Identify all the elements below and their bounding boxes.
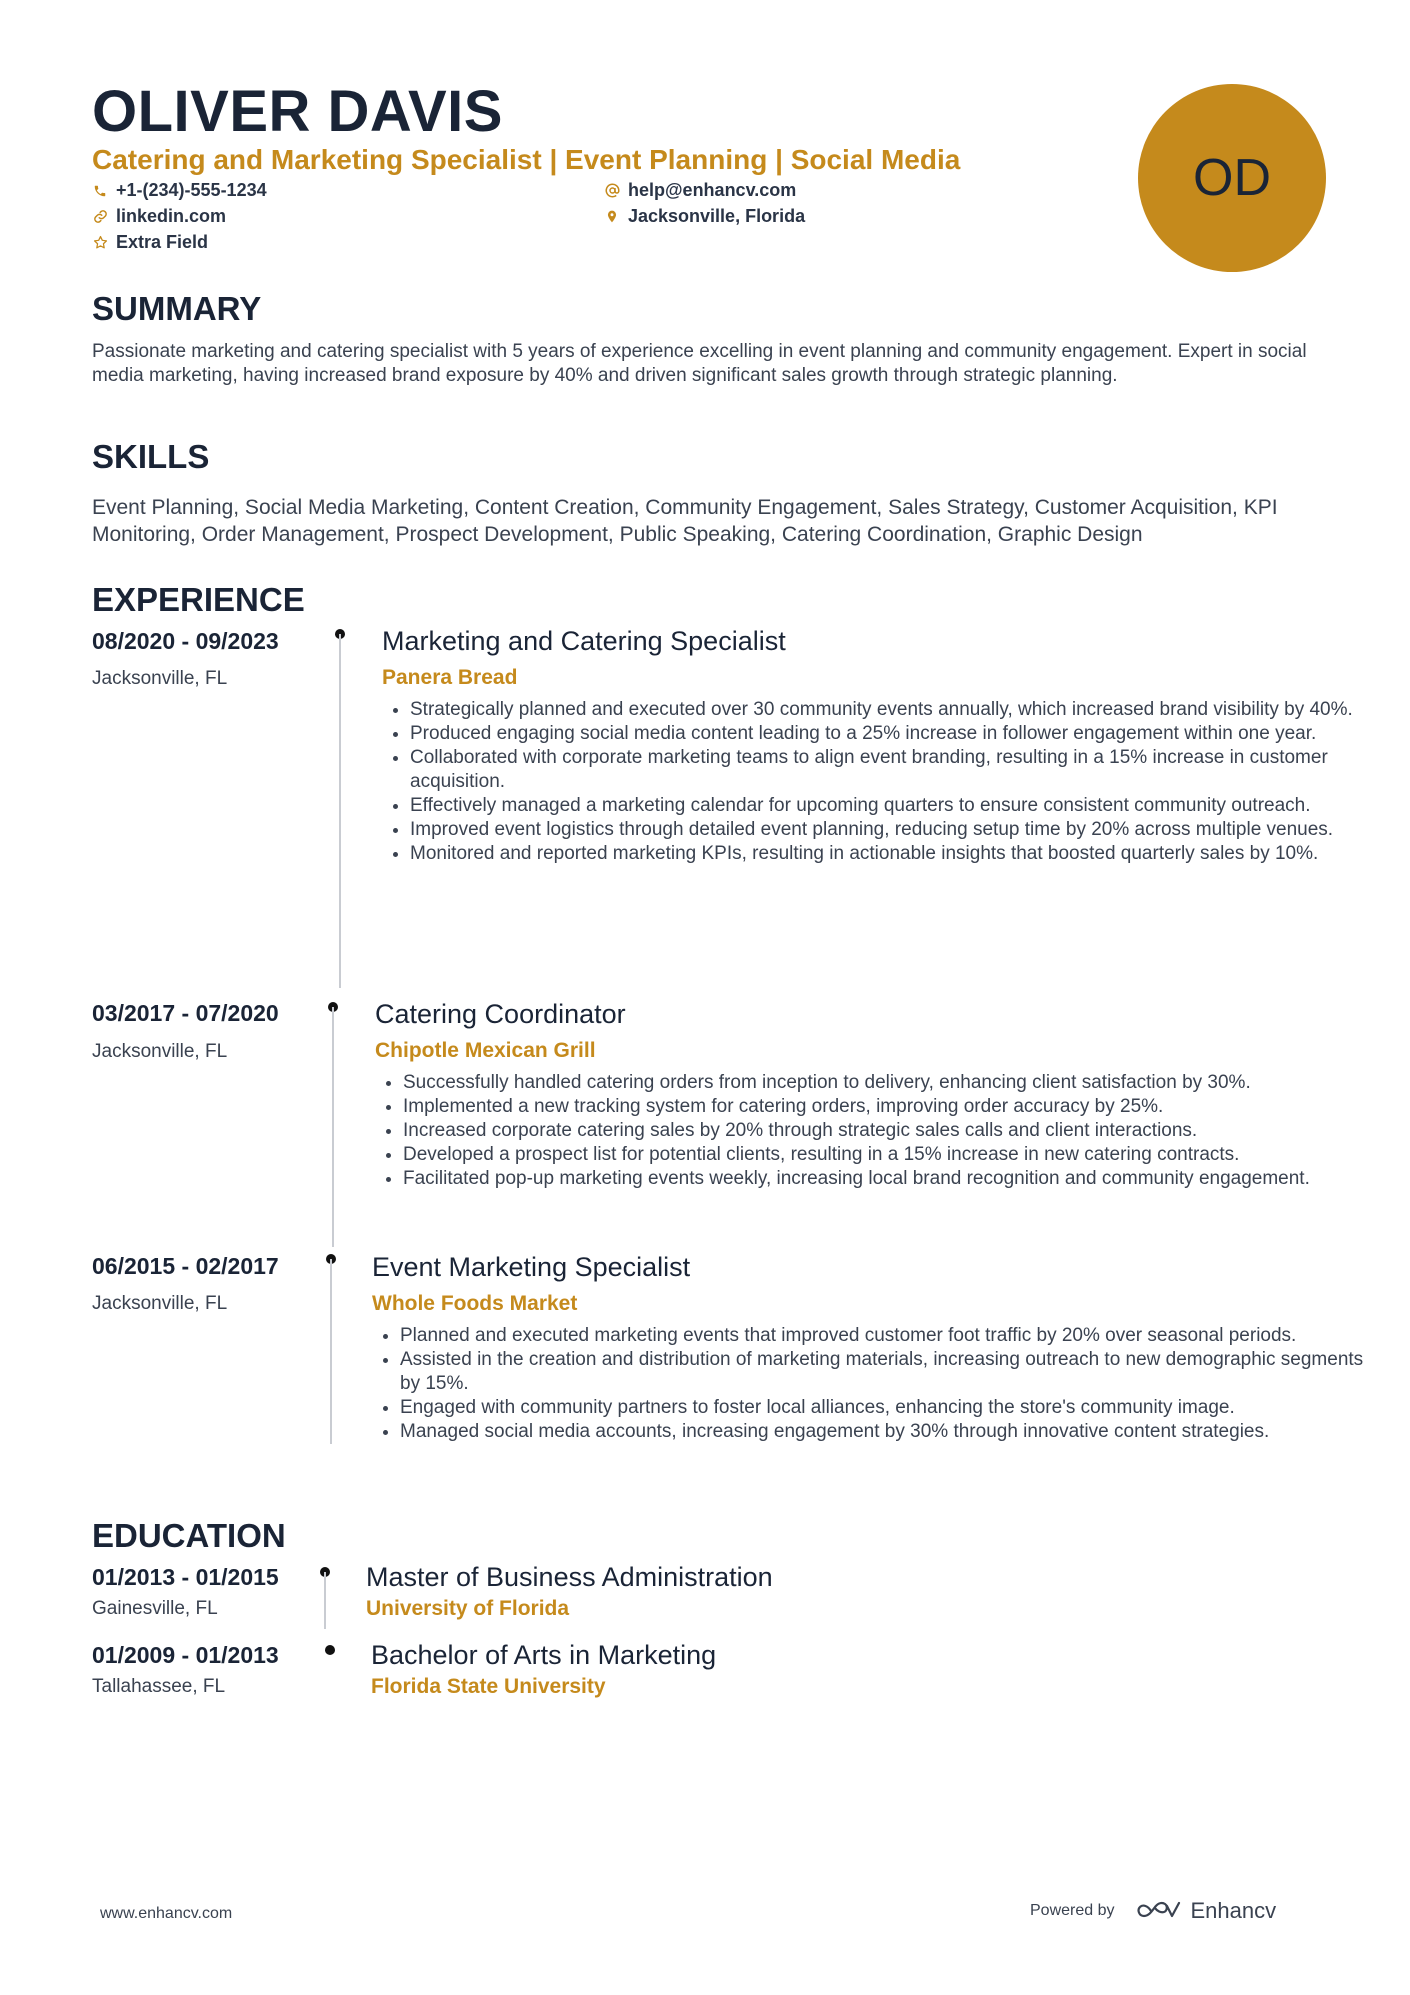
footer-branding: [1030, 1898, 1276, 1924]
candidate-name: OLIVER DAVIS: [92, 79, 503, 144]
education-location: Tallahassee, FL: [92, 1676, 226, 1697]
at-icon: [604, 183, 620, 199]
bullet-item: • Improved event logistics through detailed event planning, reducing setup time by 20% across multiple venues.: [410, 818, 1370, 842]
powered-by-label: Powered by: [1030, 1902, 1115, 1919]
email-address[interactable]: help@enhancv.com: [628, 180, 797, 200]
education-degree: Bachelor of Arts in Marketing: [371, 1640, 717, 1670]
experience-role: Event Marketing Specialist: [372, 1252, 691, 1282]
bullet-item: • Collaborated with corporate marketing teams to align event branding, resulting in a 15% increase in customer acquisition.: [410, 746, 1370, 794]
timeline-line: [332, 1007, 334, 1247]
experience-location: Jacksonville, FL: [92, 668, 228, 689]
education-school: Florida State University: [371, 1675, 606, 1698]
skills-text: Event Planning, Social Media Marketing, Content Creation, Community Engagement, Sales Strategy, Customer Acquisition, KPI Monitoring, Order Management, Prospect Development, Public Speaking, Catering Coordination, Graphic Design: [92, 496, 1278, 546]
bullet-item: • Managed social media accounts, increasing engagement by 30% through innovative content strategies.: [400, 1420, 1364, 1444]
timeline-line: [324, 1572, 326, 1629]
bullet-item: • Produced engaging social media content leading to a 25% increase in follower engagement within one year.: [410, 722, 1370, 746]
timeline-line: [330, 1259, 332, 1444]
skills-heading: SKILLS: [92, 438, 210, 475]
location-text: Jacksonville, Florida: [628, 206, 806, 226]
bullet-item: • Engaged with community partners to foster local alliances, enhancing the store's community image.: [400, 1396, 1364, 1420]
bullet-item: • Developed a prospect list for potential clients, resulting in a 15% increase in new catering contracts.: [403, 1143, 1363, 1167]
experience-location: Jacksonville, FL: [92, 1041, 228, 1062]
linkedin-link[interactable]: linkedin.com: [116, 206, 227, 226]
experience-heading: EXPERIENCE: [92, 581, 305, 618]
experience-location: Jacksonville, FL: [92, 1293, 228, 1314]
avatar-initials: OD: [1193, 149, 1271, 207]
link-icon: [92, 209, 108, 225]
bullet-item: • Implemented a new tracking system for catering orders, improving order accuracy by 25%.: [403, 1095, 1363, 1119]
bullet-item: • Planned and executed marketing events that improved customer foot traffic by 20% over seasonal periods.: [400, 1324, 1364, 1348]
experience-bullets: [375, 1071, 1363, 1191]
summary-heading: SUMMARY: [92, 290, 262, 327]
experience-company: Chipotle Mexican Grill: [375, 1039, 596, 1062]
footer-website[interactable]: www.enhancv.com: [100, 1905, 233, 1922]
timeline-dot: [325, 1645, 335, 1655]
contact-email: [604, 180, 796, 201]
education-heading: EDUCATION: [92, 1517, 286, 1554]
enhancv-logo[interactable]: [1137, 1898, 1277, 1924]
bullet-item: • Monitored and reported marketing KPIs, resulting in actionable insights that boosted quarterly sales by 10%.: [410, 842, 1370, 866]
contact-linkedin: [92, 206, 226, 227]
bullet-item: • Successfully handled catering orders from inception to delivery, enhancing client satisfaction by 30%.: [403, 1071, 1363, 1095]
location-pin-icon: [604, 209, 620, 225]
education-degree: Master of Business Administration: [366, 1562, 773, 1592]
contact-location: [604, 206, 805, 227]
summary-text: Passionate marketing and catering specialist with 5 years of experience excelling in event planning and community engagement. Expert in social media marketing, having increased brand exposure by 40% and driven significant sales growth through strategic planning.: [92, 341, 1307, 386]
extra-field-text: Extra Field: [116, 232, 209, 252]
enhancv-wordmark: Enhancv: [1190, 1898, 1277, 1923]
bullet-item: • Assisted in the creation and distribution of marketing materials, increasing outreach to new demographic segments by 15%.: [400, 1348, 1364, 1396]
education-dates: 01/2009 - 01/2013: [92, 1642, 279, 1668]
timeline-line: [339, 634, 341, 988]
enhancv-logo-icon: [1137, 1900, 1183, 1922]
contact-extra: [92, 232, 208, 253]
avatar: [1138, 84, 1326, 272]
experience-bullets: [372, 1324, 1364, 1444]
education-location: Gainesville, FL: [92, 1598, 218, 1619]
education-school: University of Florida: [366, 1597, 570, 1620]
contact-phone: [92, 180, 267, 201]
experience-company: Panera Bread: [382, 666, 518, 689]
bullet-item: • Increased corporate catering sales by 20% through strategic sales calls and client interactions.: [403, 1119, 1363, 1143]
bullet-item: • Facilitated pop-up marketing events weekly, increasing local brand recognition and community engagement.: [403, 1167, 1363, 1191]
phone-number: +1-(234)-555-1234: [116, 180, 267, 200]
phone-icon: [92, 183, 108, 199]
experience-role: Marketing and Catering Specialist: [382, 626, 786, 656]
experience-dates: 06/2015 - 02/2017: [92, 1253, 279, 1279]
experience-company: Whole Foods Market: [372, 1292, 578, 1315]
bullet-item: • Effectively managed a marketing calendar for upcoming quarters to ensure consistent community outreach.: [410, 794, 1370, 818]
star-icon: [92, 235, 108, 251]
experience-dates: 03/2017 - 07/2020: [92, 1000, 279, 1026]
experience-bullets: [382, 698, 1370, 866]
candidate-headline: Catering and Marketing Specialist | Event Planning | Social Media: [92, 144, 961, 175]
experience-role: Catering Coordinator: [375, 999, 626, 1029]
bullet-item: • Strategically planned and executed over 30 community events annually, which increased brand visibility by 40%.: [410, 698, 1370, 722]
education-dates: 01/2013 - 01/2015: [92, 1564, 279, 1590]
experience-dates: 08/2020 - 09/2023: [92, 628, 279, 654]
